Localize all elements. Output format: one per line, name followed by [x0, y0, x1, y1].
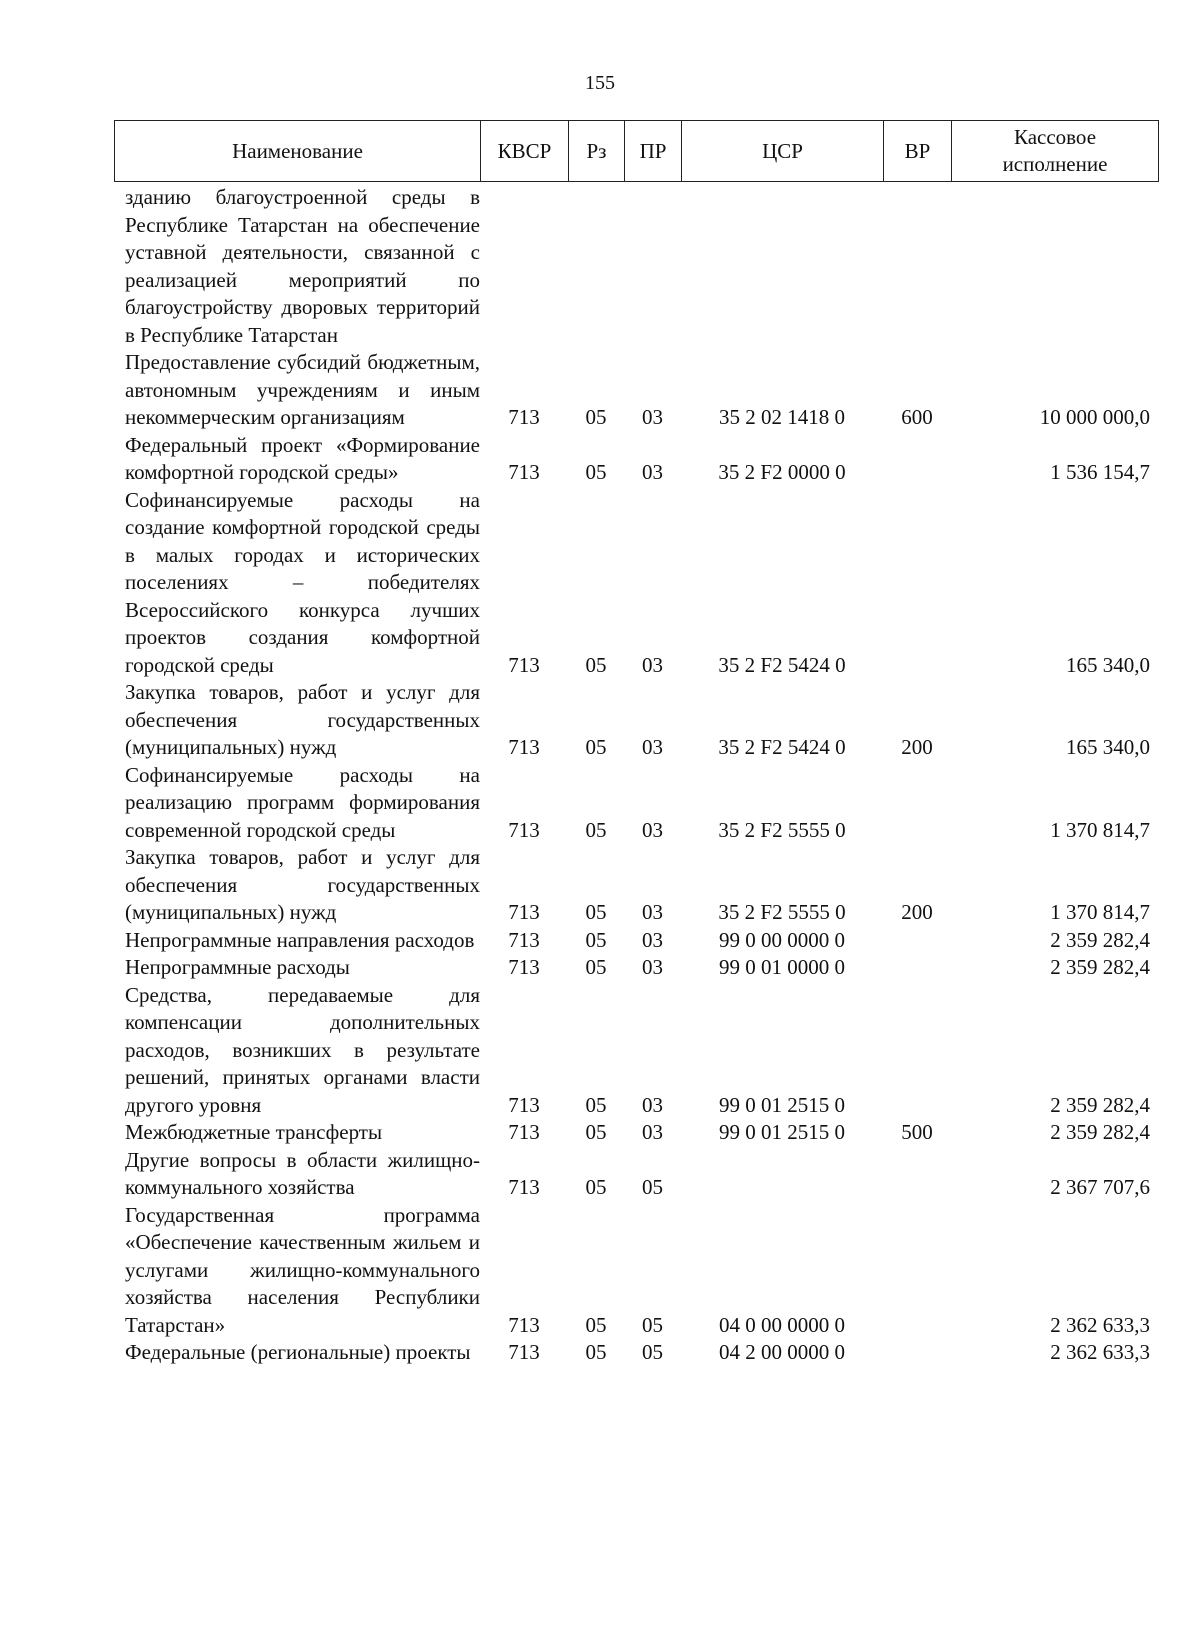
row-csr: 35 2 F2 5555 0 — [718, 817, 846, 842]
row-amount: 2 359 282,4 — [1050, 955, 1150, 979]
table-row — [114, 1147, 1158, 1202]
row-pr: 03 — [642, 652, 663, 677]
row-name: Другие вопросы в области жилищно-коммунального хозяйства — [125, 1147, 480, 1199]
row-name: Софинансируемые расходы на создание комфортной городской среды в малых городах и исторических поселениях – победителях Всероссийского конкурса лучших проектов создания комфортной городской среды — [125, 487, 480, 677]
row-amount: 1 370 814,7 — [1050, 900, 1150, 924]
table-row — [114, 1202, 1158, 1340]
row-pr: 03 — [642, 955, 663, 979]
table-body — [114, 184, 1158, 1367]
row-name: Непрограммные направления расходов — [125, 927, 475, 952]
header-vr: ВР — [884, 121, 952, 182]
table-row — [114, 762, 1158, 845]
row-rz: 05 — [585, 900, 607, 924]
header-rz: Рз — [569, 121, 625, 182]
row-amount: 2 359 282,4 — [1050, 927, 1150, 952]
row-name: Софинансируемые расходы на реализацию программ формирования современной городской среды — [125, 762, 480, 842]
row-rz: 05 — [585, 1312, 607, 1337]
page-number: 155 — [585, 72, 615, 94]
row-vr: 200 — [901, 735, 933, 759]
row-csr: 35 2 F2 5424 0 — [718, 735, 846, 759]
row-pr: 03 — [642, 735, 663, 759]
row-kvsr: 713 — [508, 652, 540, 677]
row-vr: 500 — [901, 1120, 933, 1144]
row-name: Непрограммные расходы — [125, 955, 350, 979]
row-kvsr: 713 — [508, 900, 540, 924]
table-row — [114, 954, 1158, 982]
header-name: Наименование — [115, 121, 481, 182]
row-rz: 05 — [585, 405, 607, 429]
row-kvsr: 713 — [508, 460, 540, 484]
row-rz: 05 — [585, 817, 607, 842]
row-rz: 05 — [585, 1092, 607, 1117]
table-row — [114, 982, 1158, 1120]
row-pr: 03 — [642, 1120, 663, 1144]
row-name: Государственная программа «Обеспечение качественным жильем и услугами жилищно-коммунального хозяйства населения Республики Татарстан» — [125, 1202, 480, 1337]
table-row — [114, 1339, 1158, 1367]
row-name: Предоставление субсидий бюджетным, автономным учреждениям и иным некоммерческим организациям — [125, 350, 480, 429]
row-pr: 03 — [642, 460, 663, 484]
row-csr: 99 0 00 0000 0 — [719, 927, 845, 952]
row-rz: 05 — [585, 927, 607, 952]
row-rz: 05 — [585, 1340, 607, 1364]
row-pr: 05 — [642, 1340, 663, 1364]
row-pr: 03 — [642, 405, 663, 429]
header-amount: Кассовое исполнение — [952, 121, 1159, 182]
row-kvsr: 713 — [508, 927, 540, 952]
row-csr: 99 0 01 0000 0 — [719, 955, 845, 979]
row-name: Федеральный проект «Формирование комфортной городской среды» — [125, 432, 480, 484]
row-kvsr: 713 — [508, 735, 540, 759]
header-csr: ЦСР — [682, 121, 884, 182]
row-csr: 04 2 00 0000 0 — [719, 1340, 845, 1364]
row-amount: 10 000 000,0 — [1039, 405, 1150, 429]
row-pr: 03 — [642, 927, 663, 952]
row-kvsr: 713 — [508, 817, 540, 842]
row-name: Средства, передаваемые для компенсации дополнительных расходов, возникших в результате решений, принятых органами власти другого уровня — [125, 982, 480, 1117]
table-row — [114, 184, 1158, 349]
row-pr: 03 — [642, 900, 663, 924]
table-row — [114, 1119, 1158, 1147]
row-amount: 1 370 814,7 — [1050, 817, 1150, 842]
row-rz: 05 — [585, 1120, 607, 1144]
row-amount: 165 340,0 — [1066, 652, 1150, 677]
row-pr: 05 — [642, 1312, 663, 1337]
table-row — [114, 349, 1158, 432]
row-csr: 35 2 F2 0000 0 — [718, 460, 846, 484]
header-pr: ПР — [625, 121, 682, 182]
row-name: Федеральные (региональные) проекты — [125, 1340, 471, 1364]
table-row — [114, 927, 1158, 955]
row-pr: 03 — [642, 817, 663, 842]
row-amount: 1 536 154,7 — [1050, 460, 1150, 484]
row-kvsr: 713 — [508, 405, 540, 429]
table-row — [114, 432, 1158, 487]
header-kvsr: КВСР — [481, 121, 569, 182]
row-pr: 05 — [642, 1175, 663, 1199]
row-name: зданию благоустроенной среды в Республике Татарстан на обеспечение уставной деятельности, связанной с реализацией мероприятий по благоустройству дворовых территорий в Республике Татарстан — [125, 185, 480, 347]
table-row — [114, 487, 1158, 680]
row-csr: 35 2 F2 5424 0 — [718, 652, 846, 677]
row-amount: 165 340,0 — [1066, 735, 1150, 759]
row-csr: 35 2 02 1418 0 — [719, 405, 845, 429]
row-amount: 2 359 282,4 — [1050, 1092, 1150, 1117]
row-name: Закупка товаров, работ и услуг для обеспечения государственных (муниципальных) нужд — [125, 680, 480, 759]
row-rz: 05 — [585, 460, 607, 484]
row-csr: 99 0 01 2515 0 — [719, 1120, 845, 1144]
row-name: Межбюджетные трансферты — [125, 1120, 383, 1144]
row-rz: 05 — [585, 1175, 607, 1199]
row-amount: 2 362 633,3 — [1050, 1312, 1150, 1337]
row-kvsr: 713 — [508, 1312, 540, 1337]
row-amount: 2 362 633,3 — [1050, 1340, 1150, 1364]
row-kvsr: 713 — [508, 1175, 540, 1199]
row-kvsr: 713 — [508, 1120, 540, 1144]
row-csr: 99 0 01 2515 0 — [719, 1092, 845, 1117]
row-rz: 05 — [585, 955, 607, 979]
table-row — [114, 844, 1158, 927]
row-amount: 2 367 707,6 — [1050, 1175, 1150, 1199]
row-csr: 04 0 00 0000 0 — [719, 1312, 845, 1337]
table-row — [114, 679, 1158, 762]
row-kvsr: 713 — [508, 1092, 540, 1117]
row-kvsr: 713 — [508, 955, 540, 979]
row-name: Закупка товаров, работ и услуг для обеспечения государственных (муниципальных) нужд — [125, 845, 480, 924]
row-rz: 05 — [585, 735, 607, 759]
table-header — [114, 120, 1159, 182]
row-csr: 35 2 F2 5555 0 — [718, 900, 846, 924]
row-pr: 03 — [642, 1092, 663, 1117]
row-amount: 2 359 282,4 — [1050, 1120, 1150, 1144]
row-vr: 600 — [901, 405, 933, 429]
row-kvsr: 713 — [508, 1340, 540, 1364]
row-rz: 05 — [585, 652, 607, 677]
row-vr: 200 — [901, 900, 933, 924]
